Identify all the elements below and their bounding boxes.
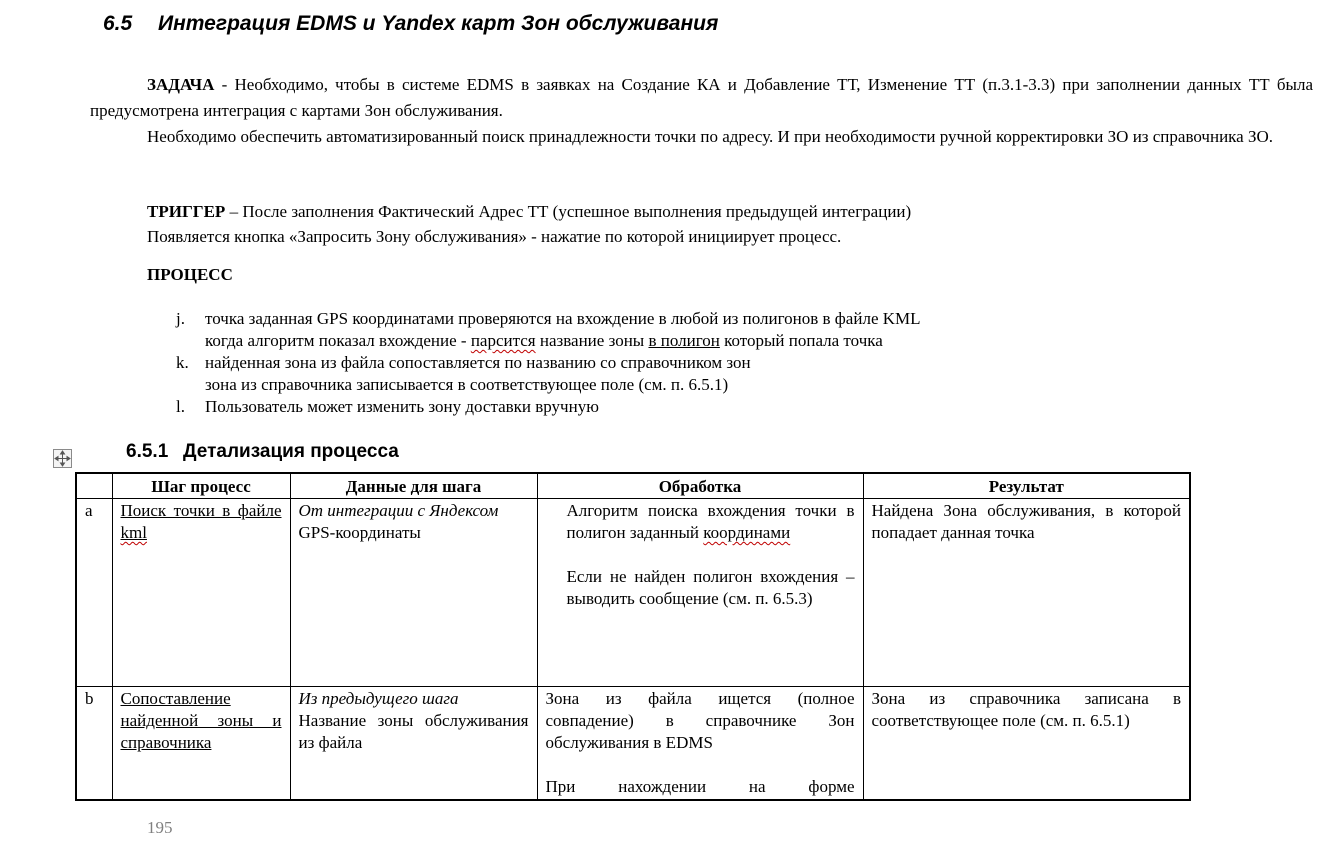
section-title: Интеграция EDMS и Yandex карт Зон обслуживания <box>158 12 719 35</box>
data-value: GPS-координаты <box>298 523 421 542</box>
data-source: От интеграции с Яндексом <box>298 501 499 520</box>
processing-cell: Алгоритм поиска вхождения точки в полигон заданный координами Если не найден полигон вхождения – выводить сообщение (см. п. 6.5.3) <box>537 499 863 687</box>
list-item <box>176 352 921 396</box>
list-marker: j. <box>176 309 185 328</box>
trigger-label: ТРИГГЕР <box>147 202 226 221</box>
process-table <box>75 472 1191 801</box>
task-text-2: Необходимо обеспечить автоматизированный поиск принадлежности точки по адресу. И при необходимости ручной корректировки ЗО из справочника ЗО. <box>147 127 1274 146</box>
list-marker: k. <box>176 353 189 372</box>
list-marker: l. <box>176 397 185 416</box>
result-cell: Найдена Зона обслуживания, в которой попадает данная точка <box>863 499 1190 687</box>
data-source: Из предыдущего шага <box>298 689 459 708</box>
page-number: 195 <box>147 818 173 837</box>
column-header <box>76 473 112 499</box>
table-header-row <box>76 473 1190 499</box>
row-id: b <box>76 687 112 801</box>
processing-note: При нахождении на форме <box>545 777 855 796</box>
list-item-line: Пользователь может изменить зону доставки вручную <box>205 397 599 416</box>
column-header: Шаг процесс <box>112 473 290 499</box>
step-cell: Сопоставление найденной зоны и справочника <box>112 687 290 801</box>
table-move-handle-icon[interactable] <box>53 449 72 468</box>
data-cell <box>290 499 537 687</box>
trigger-text: – После заполнения Фактический Адрес ТТ (успешное выполнения предыдущей интеграции) <box>225 202 912 221</box>
process-label: ПРОЦЕСС <box>147 265 233 284</box>
table-row <box>76 687 1190 801</box>
task-text: - Необходимо, чтобы в системе EDMS в заявках на Создание КА и Добавление ТТ, Изменение ТТ (п.3.1-3.3) при заполнении данных ТТ была предусмотрена интеграция с картами Зон обслуживания. <box>90 75 1313 120</box>
table-row <box>76 499 1190 687</box>
task-label: ЗАДАЧА <box>147 75 215 94</box>
subsection-heading <box>126 441 399 463</box>
subsection-number: 6.5.1 <box>126 441 169 462</box>
trigger-line <box>147 199 911 225</box>
underlined-text: в полигон <box>648 331 720 350</box>
subsection-title: Детализация процесса <box>183 441 399 462</box>
section-heading <box>103 12 718 36</box>
result-cell: Зона из справочника записана в соответствующее поле (см. п. 6.5.1) <box>863 687 1190 801</box>
list-item-line: зона из справочника записывается в соответствующее поле (см. п. 6.5.1) <box>205 375 729 394</box>
row-id: a <box>76 499 112 687</box>
processing-note: Если не найден полигон вхождения – выводить сообщение (см. п. 6.5.3) <box>566 567 855 608</box>
spellcheck-word: kml <box>120 523 147 542</box>
list-item-line: найденная зона из файла сопоставляется по названию со справочником зон <box>205 353 751 372</box>
spellcheck-word: координами <box>703 523 791 542</box>
list-item-line: точка заданная GPS координатами проверяются на вхождение в любой из полигонов в файле KML <box>205 309 921 328</box>
column-header: Обработка <box>537 473 863 499</box>
list-item-line: когда алгоритм показал вхождение - парсится название зоны в полигон который попала точка <box>205 331 883 350</box>
list-item <box>176 308 921 352</box>
list-item <box>176 396 921 418</box>
step-cell: Поиск точки в файле kml <box>112 499 290 687</box>
section-number: 6.5 <box>103 12 133 35</box>
column-header: Результат <box>863 473 1190 499</box>
process-list <box>176 308 921 418</box>
column-header: Данные для шага <box>290 473 537 499</box>
processing-text: Зона из файла ищется (полное совпадение) в справочнике Зон обслуживания в EDMS <box>545 689 855 752</box>
spellcheck-word: парсится <box>470 331 536 350</box>
data-cell <box>290 687 537 801</box>
data-value: Название зоны обслуживания из файла <box>298 711 529 752</box>
trigger-line-2: Появляется кнопка «Запросить Зону обслуживания» - нажатие по которой инициирует процесс. <box>147 227 842 246</box>
task-block <box>90 72 1313 150</box>
processing-cell <box>537 687 863 801</box>
